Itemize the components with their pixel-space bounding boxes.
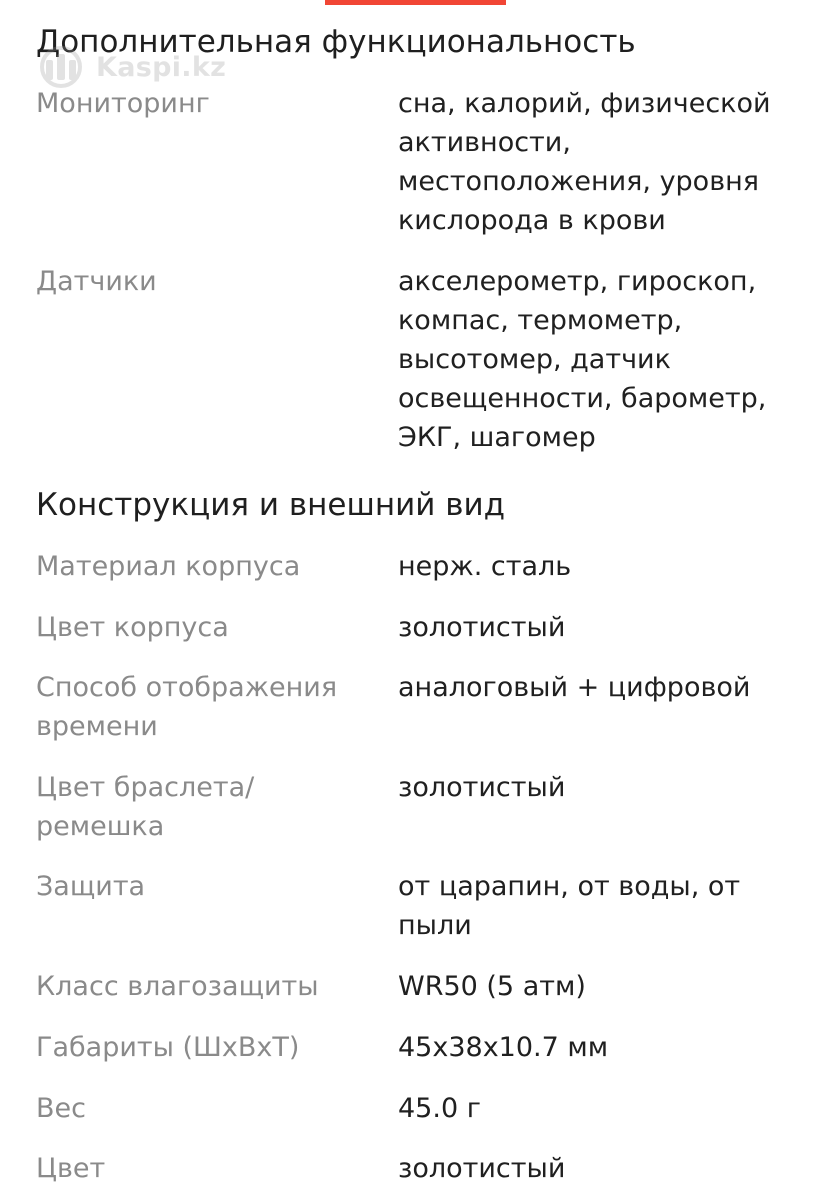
spec-value-case-material: нерж. сталь [398,551,572,582]
spec-label-color: Цвет [36,1153,106,1184]
spec-label-case-material: Материал корпуса [36,551,301,582]
spec-label-monitoring: Мониторинг [36,88,210,119]
spec-value-protection: от царапин, от воды, от пыли [398,871,741,941]
active-tab-indicator [325,0,506,5]
spec-label-dimensions: Габариты (ШxВxТ) [36,1032,300,1063]
spec-label-water-resistance: Класс влагозащиты [36,971,319,1002]
spec-label-protection: Защита [36,871,146,902]
spec-label-time-display: Способ отображения времени [36,672,338,742]
section-title-construction: Конструкция и внешний вид [36,487,506,523]
watermark-text: Kaspi.kz [96,51,227,83]
spec-value-strap-color: золотистый [398,772,566,803]
section-title-extra-functionality: Дополнительная функциональность [36,24,636,60]
spec-label-strap-color: Цвет браслета/ ремешка [36,772,255,842]
spec-value-monitoring: сна, калорий, физической активности, местоположения, уровня кислорода в крови [398,88,771,236]
spec-label-weight: Вес [36,1093,86,1124]
spec-value-weight: 45.0 г [398,1093,481,1124]
spec-value-time-display: аналоговый + цифровой [398,672,751,703]
spec-value-case-color: золотистый [398,612,566,643]
spec-value-dimensions: 45x38x10.7 мм [398,1032,609,1063]
spec-label-sensors: Датчики [36,266,157,297]
spec-value-sensors: акселерометр, гироскоп, компас, термометр, высотомер, датчик освещенности, барометр, ЭКГ, шагомер [398,266,767,453]
spec-value-water-resistance: WR50 (5 атм) [398,971,586,1002]
spec-value-color: золотистый [398,1153,566,1184]
spec-label-case-color: Цвет корпуса [36,612,229,643]
